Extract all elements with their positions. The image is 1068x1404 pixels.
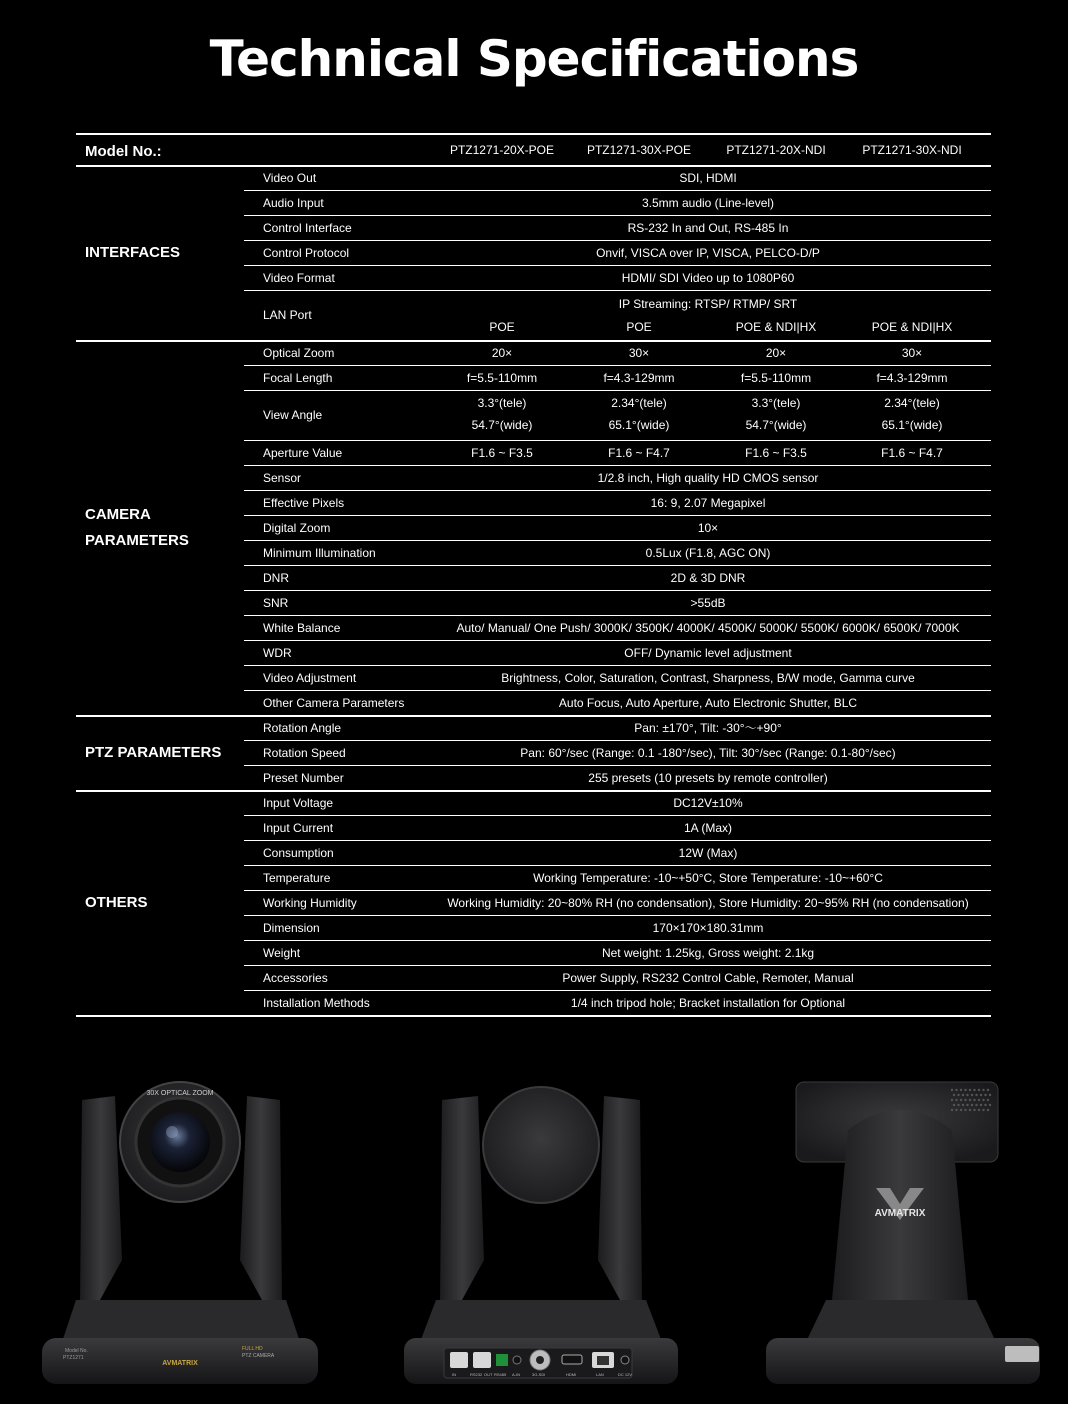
spec-label: Dimension (263, 920, 320, 935)
spec-model-value: f=5.5-110mm (740, 370, 812, 385)
spec-value: 12W (Max) (678, 845, 738, 860)
spec-label: Digital Zoom (263, 520, 331, 535)
left-arm (80, 1096, 122, 1300)
spec-label: Focal Length (263, 370, 333, 385)
spec-value: 10× (697, 520, 719, 535)
section-rule (76, 715, 991, 717)
row-divider (244, 640, 991, 641)
section-title: CAMERA (85, 505, 151, 523)
rs232-in-port (450, 1352, 468, 1368)
spec-value: 2D & 3D DNR (670, 570, 746, 585)
row-divider (244, 240, 991, 241)
table-top-rule (76, 133, 991, 135)
right-arm (240, 1096, 282, 1300)
product-photos (0, 1060, 1068, 1400)
spec-value: Auto Focus, Auto Aperture, Auto Electronic Shutter, BLC (558, 695, 858, 710)
rs232-out-port (473, 1352, 491, 1368)
spec-label: Effective Pixels (263, 495, 345, 510)
row-divider (244, 865, 991, 866)
vent-hole (989, 1104, 991, 1106)
spec-model-value: 30× (628, 345, 650, 360)
spec-value: Auto/ Manual/ One Push/ 3000K/ 3500K/ 4000K/ 4500K/ 5000K/ 5500K/ 6000K/ 6500K/ 7000K (456, 620, 960, 635)
spec-model-value: 2.34°(tele) (611, 396, 667, 410)
vent-hole (987, 1099, 989, 1101)
spec-label: Control Interface (263, 220, 352, 235)
spec-label: Video Out (263, 170, 317, 185)
row-divider (244, 915, 991, 916)
row-divider (244, 290, 991, 291)
camera-back-view (404, 1087, 678, 1384)
spec-model-value: f=4.3-129mm (876, 370, 948, 385)
vent-hole (980, 1094, 982, 1096)
audio-in-port (513, 1356, 521, 1364)
spec-label: Input Voltage (263, 795, 334, 810)
spec-model-value: 30× (901, 345, 923, 360)
side-brand-logo: AVMATRIX (874, 1208, 926, 1219)
row-divider (244, 890, 991, 891)
vent-hole (951, 1089, 953, 1091)
spec-value: Brightness, Color, Saturation, Contrast, Sharpness, B/W mode, Gamma curve (501, 670, 915, 685)
vent-hole (975, 1104, 977, 1106)
spec-label: Input Current (263, 820, 334, 835)
spec-label: Control Protocol (263, 245, 350, 260)
vent-hole (964, 1089, 966, 1091)
port-label: 3G-SDI (532, 1372, 546, 1377)
row-divider (244, 615, 991, 616)
vent-hole (978, 1109, 980, 1111)
spec-value: 255 presets (10 presets by remote controller) (588, 770, 828, 785)
vent-hole (971, 1094, 973, 1096)
vent-hole (978, 1099, 980, 1101)
lan-port-type: POE & NDI|HX (871, 320, 953, 334)
spec-label: Consumption (263, 845, 334, 860)
hdmi-port (562, 1355, 582, 1364)
row-divider (244, 815, 991, 816)
spec-label: Temperature (263, 870, 331, 885)
spec-label: DNR (263, 570, 289, 585)
spec-label: Aperture Value (263, 445, 343, 460)
spec-model-value: 65.1°(wide) (881, 418, 943, 432)
spec-label: Minimum Illumination (263, 545, 376, 560)
spec-value: Working Humidity: 20~80% RH (no condensation), Store Humidity: 20~95% RH (no condensation) (447, 895, 969, 910)
spec-label: LAN Port (263, 308, 312, 322)
vent-hole (978, 1089, 980, 1091)
model-row-rule (76, 165, 991, 167)
front-model-label: Model No. (65, 1348, 88, 1354)
section-title: PARAMETERS (85, 531, 189, 549)
vent-hole (987, 1109, 989, 1111)
spec-value: 1/4 inch tripod hole; Bracket installation for Optional (570, 995, 846, 1010)
spec-value: OFF/ Dynamic level adjustment (624, 645, 792, 660)
section-rule (76, 790, 991, 792)
model-name: PTZ1271-20X-POE (449, 143, 555, 157)
port-label: IN (452, 1372, 456, 1377)
spec-model-value: F1.6 ~ F4.7 (608, 445, 670, 460)
spec-value: 1/2.8 inch, High quality HD CMOS sensor (597, 470, 819, 485)
spec-model-value: F1.6 ~ F3.5 (471, 445, 533, 460)
spec-value: 3.5mm audio (Line-level) (641, 195, 775, 210)
lan-port-type: POE & NDI|HX (735, 320, 817, 334)
spec-model-value: 54.7°(wide) (471, 418, 533, 432)
vent-hole (966, 1094, 968, 1096)
vent-hole (960, 1089, 962, 1091)
spec-label: Weight (263, 945, 301, 960)
spec-label: Working Humidity (263, 895, 357, 910)
spec-label: Sensor (263, 470, 302, 485)
row-divider (244, 390, 991, 391)
spec-label: Preset Number (263, 770, 344, 785)
vent-hole (964, 1109, 966, 1111)
row-divider (244, 490, 991, 491)
camera-side-view (766, 1082, 1040, 1384)
row-divider (244, 215, 991, 216)
row-divider (244, 840, 991, 841)
spec-model-value: 65.1°(wide) (608, 418, 670, 432)
vent-hole (951, 1109, 953, 1111)
spec-value: Onvif, VISCA over IP, VISCA, PELCO-D/P (596, 245, 820, 260)
spec-model-value: 20× (765, 345, 787, 360)
row-divider (244, 190, 991, 191)
front-model-value: PTZ1271 (63, 1355, 84, 1361)
spec-model-value: 54.7°(wide) (745, 418, 807, 432)
spec-label: Video Adjustment (263, 670, 357, 685)
rs485-port (496, 1354, 508, 1366)
vent-hole (964, 1099, 966, 1101)
row-divider (244, 740, 991, 741)
spec-label: Accessories (263, 970, 328, 985)
side-sdi-connector (1005, 1346, 1039, 1362)
vent-hole (987, 1089, 989, 1091)
spec-label: Audio Input (263, 195, 324, 210)
camera-front-view (42, 1082, 318, 1384)
vent-hole (960, 1099, 962, 1101)
section-title: INTERFACES (85, 243, 181, 261)
model-name: PTZ1271-30X-NDI (862, 143, 962, 157)
spec-label: SNR (263, 595, 289, 610)
row-divider (244, 590, 991, 591)
spec-value: 0.5Lux (F1.8, AGC ON) (645, 545, 771, 560)
row-divider (244, 515, 991, 516)
spec-label: White Balance (263, 620, 341, 635)
spec-value: RS-232 In and Out, RS-485 In (627, 220, 789, 235)
spec-model-value: f=5.5-110mm (466, 370, 538, 385)
row-divider (244, 265, 991, 266)
section-rule (76, 1015, 991, 1017)
spec-value: >55dB (690, 595, 726, 610)
spec-label: Video Format (263, 270, 335, 285)
spec-value: Pan: ±170°, Tilt: -30°～+90° (634, 720, 782, 735)
row-divider (244, 465, 991, 466)
vent-hole (989, 1094, 991, 1096)
spec-model-value: F1.6 ~ F4.7 (881, 445, 943, 460)
spec-value: 170×170×180.31mm (652, 920, 764, 935)
vent-hole (955, 1099, 957, 1101)
spec-model-value: 3.3°(tele) (477, 396, 527, 410)
lens-ring-text: 30X OPTICAL ZOOM (146, 1090, 214, 1097)
spec-value: Power Supply, RS232 Control Cable, Remoter, Manual (562, 970, 854, 985)
row-divider (244, 440, 991, 441)
model-name: PTZ1271-20X-NDI (726, 143, 826, 157)
model-label: Model No.: (85, 143, 162, 160)
spec-value: IP Streaming: RTSP/ RTMP/ SRT (618, 297, 798, 311)
port-label: RS485 (494, 1372, 507, 1377)
vent-hole (984, 1094, 986, 1096)
spec-label: View Angle (263, 408, 323, 422)
front-badge-1: FULL HD (242, 1346, 263, 1352)
lens-icon (150, 1112, 210, 1172)
spec-label: WDR (263, 645, 292, 660)
vent-hole (962, 1094, 964, 1096)
vent-hole (953, 1094, 955, 1096)
vent-hole (969, 1089, 971, 1091)
spec-label: Other Camera Parameters (263, 695, 405, 710)
section-rule (76, 340, 991, 342)
vent-hole (984, 1104, 986, 1106)
spec-label: Installation Methods (263, 995, 370, 1010)
spec-value: Working Temperature: -10~+50°C, Store Temperature: -10~+60°C (533, 870, 883, 885)
vent-hole (982, 1109, 984, 1111)
spec-value: Net weight: 1.25kg, Gross weight: 2.1kg (601, 945, 815, 960)
vent-hole (975, 1094, 977, 1096)
spec-label: Rotation Angle (263, 720, 342, 735)
vent-hole (982, 1099, 984, 1101)
vent-hole (955, 1089, 957, 1091)
spec-model-value: 2.34°(tele) (884, 396, 940, 410)
vent-hole (969, 1099, 971, 1101)
lan-port-type: POE (626, 320, 652, 334)
row-divider (244, 665, 991, 666)
port-label: HDMI (566, 1372, 577, 1377)
port-label: LAN (596, 1372, 604, 1377)
vent-hole (957, 1104, 959, 1106)
row-divider (244, 540, 991, 541)
page-title: Technical Specifications (209, 30, 859, 88)
row-divider (244, 965, 991, 966)
vent-hole (973, 1099, 975, 1101)
spec-label: Rotation Speed (263, 745, 346, 760)
model-name: PTZ1271-30X-POE (586, 143, 692, 157)
vent-hole (955, 1109, 957, 1111)
spec-model-value: 20× (491, 345, 513, 360)
section-title: PTZ PARAMETERS (85, 743, 222, 761)
vent-hole (960, 1109, 962, 1111)
spec-value: DC12V±10% (673, 795, 743, 810)
spec-value: 1A (Max) (683, 820, 732, 835)
port-label: A-IN (512, 1372, 520, 1377)
row-divider (244, 990, 991, 991)
front-badge-2: PTZ CAMERA (242, 1353, 275, 1359)
port-label: DC 12V (618, 1372, 633, 1377)
vent-hole (951, 1099, 953, 1101)
dc-port (621, 1356, 629, 1364)
spec-value: SDI, HDMI (679, 170, 737, 185)
brand-logo: AVMATRIX (162, 1360, 198, 1367)
vent-hole (973, 1109, 975, 1111)
row-divider (244, 765, 991, 766)
spec-value: 16: 9, 2.07 Megapixel (650, 495, 766, 510)
lan-port-type: POE (489, 320, 515, 334)
port-label: RS232 (470, 1372, 483, 1377)
vent-hole (971, 1104, 973, 1106)
vent-hole (969, 1109, 971, 1111)
vent-hole (962, 1104, 964, 1106)
row-divider (244, 690, 991, 691)
vent-hole (980, 1104, 982, 1106)
vent-hole (953, 1104, 955, 1106)
spec-label: Optical Zoom (263, 345, 335, 360)
vent-hole (982, 1089, 984, 1091)
port-label: OUT (484, 1372, 493, 1377)
section-title: OTHERS (85, 893, 148, 911)
spec-value: Pan: 60°/sec (Range: 0.1 -180°/sec), Tilt: 30°/sec (Range: 0.1-80°/sec) (520, 745, 896, 760)
spec-model-value: F1.6 ~ F3.5 (745, 445, 807, 460)
spec-model-value: f=4.3-129mm (603, 370, 675, 385)
vent-hole (957, 1094, 959, 1096)
vent-hole (973, 1089, 975, 1091)
vent-hole (966, 1104, 968, 1106)
row-divider (244, 565, 991, 566)
row-divider (244, 940, 991, 941)
spec-model-value: 3.3°(tele) (751, 396, 801, 410)
spec-value: HDMI/ SDI Video up to 1080P60 (621, 270, 795, 285)
row-divider (244, 365, 991, 366)
